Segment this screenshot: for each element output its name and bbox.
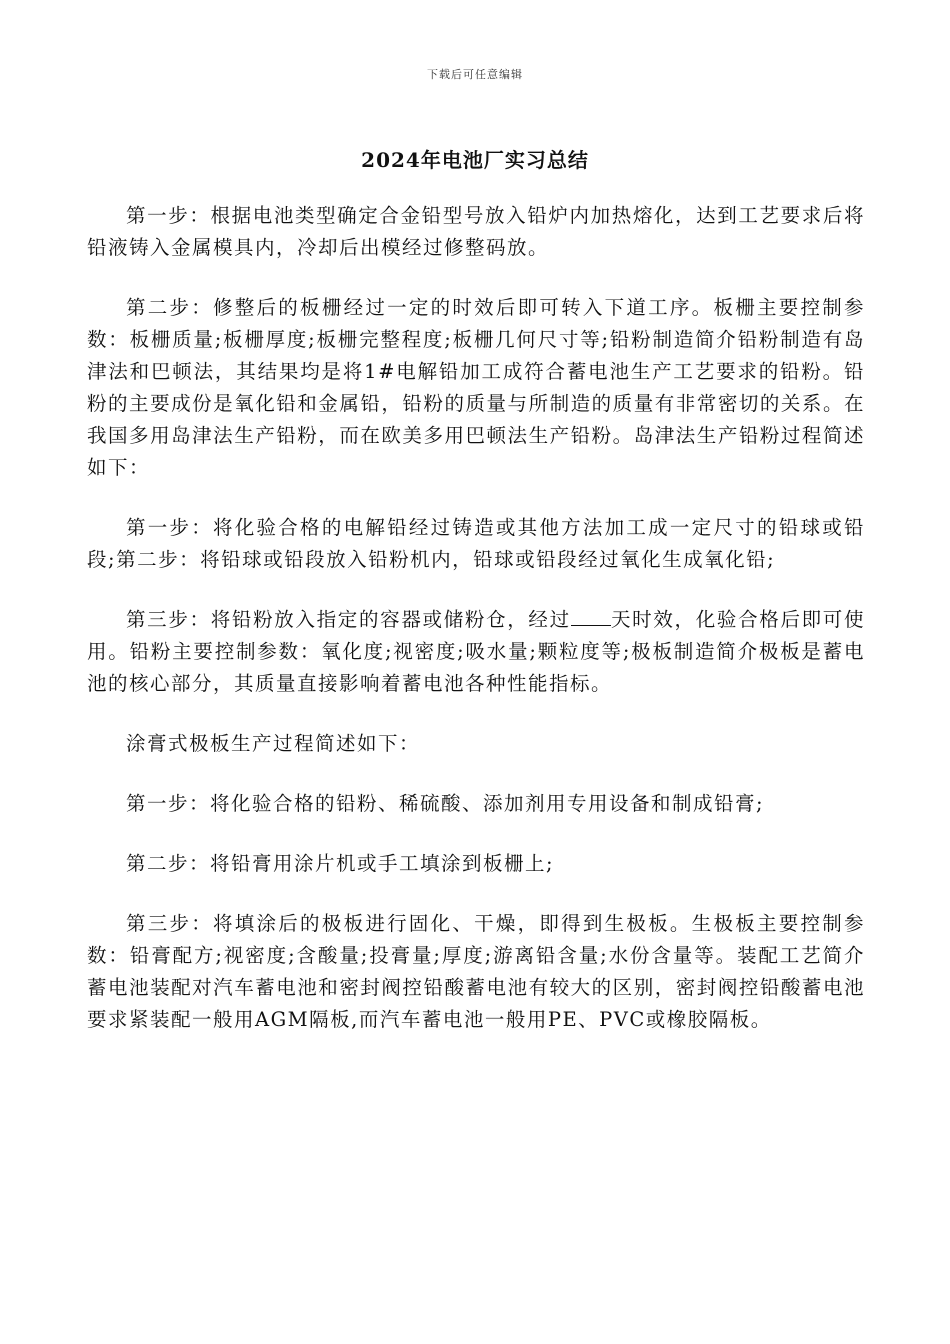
paragraph-step-1-casting: 第一步：根据电池类型确定合金铅型号放入铅炉内加热熔化，达到工艺要求后将铅液铸入金属模具内，冷却后出模经过修整码放。 xyxy=(87,204,865,259)
paragraph-step-2-grid-and-lead-powder: 第二步：修整后的板栅经过一定的时效后即可转入下道工序。板栅主要控制参数：板栅质量;板栅厚度;板栅完整程度;板栅几何尺寸等;铅粉制造简介铅粉制造有岛津法和巴顿法，其结果均是将1#电解铅加工成符合蓄电池生产工艺要求的铅粉。铅粉的主要成份是氧化铅和金属铅，铅粉的质量与所制造的质量有非常密切的关系。在我国多用岛津法生产铅粉，而在欧美多用巴顿法生产铅粉。岛津法生产铅粉过程简述如下： xyxy=(87,296,865,479)
fill-in-blank xyxy=(571,607,611,626)
paragraph-text-after-blank: 天时效，化验合格后即可使用。铅粉主要控制参数：氧化度;视密度;吸水量;颗粒度等;极板制造简介极板是蓄电池的核心部分，其质量直接影响着蓄电池各种性能指标。 xyxy=(87,608,865,695)
page-title: 2024年电池厂实习总结 xyxy=(361,148,589,172)
paragraph-text-before-blank: 第三步：将铅粉放入指定的容器或储粉仓，经过 xyxy=(126,608,571,631)
header-note: 下载后可任意编辑 xyxy=(427,68,523,81)
paragraph-lead-powder-steps-1-2: 第一步：将化验合格的电解铅经过铸造或其他方法加工成一定尺寸的铅球或铅段;第二步：将铅球或铅段放入铅粉机内，铅球或铅段经过氧化生成氧化铅; xyxy=(87,516,865,571)
paragraph-plate-step-3: 第三步：将填涂后的极板进行固化、干燥，即得到生极板。生极板主要控制参数：铅膏配方;视密度;含酸量;投膏量;厚度;游离铅含量;水份含量等。装配工艺简介蓄电池装配对汽车蓄电池和密封阀控铅酸蓄电池有较大的区别，密封阀控铅酸蓄电池要求紧装配一般用AGM隔板,而汽车蓄电池一般用PE、PVC或橡胶隔板。 xyxy=(87,912,865,1031)
paragraph-pasted-plate-intro: 涂膏式极板生产过程简述如下： xyxy=(126,732,421,755)
paragraph-lead-powder-step-3 xyxy=(87,604,865,700)
paragraph-plate-step-2: 第二步：将铅膏用涂片机或手工填涂到板栅上; xyxy=(126,852,555,875)
document-body xyxy=(87,200,865,1064)
paragraph-plate-step-1: 第一步：将化验合格的铅粉、稀硫酸、添加剂用专用设备和制成铅膏; xyxy=(126,792,765,815)
